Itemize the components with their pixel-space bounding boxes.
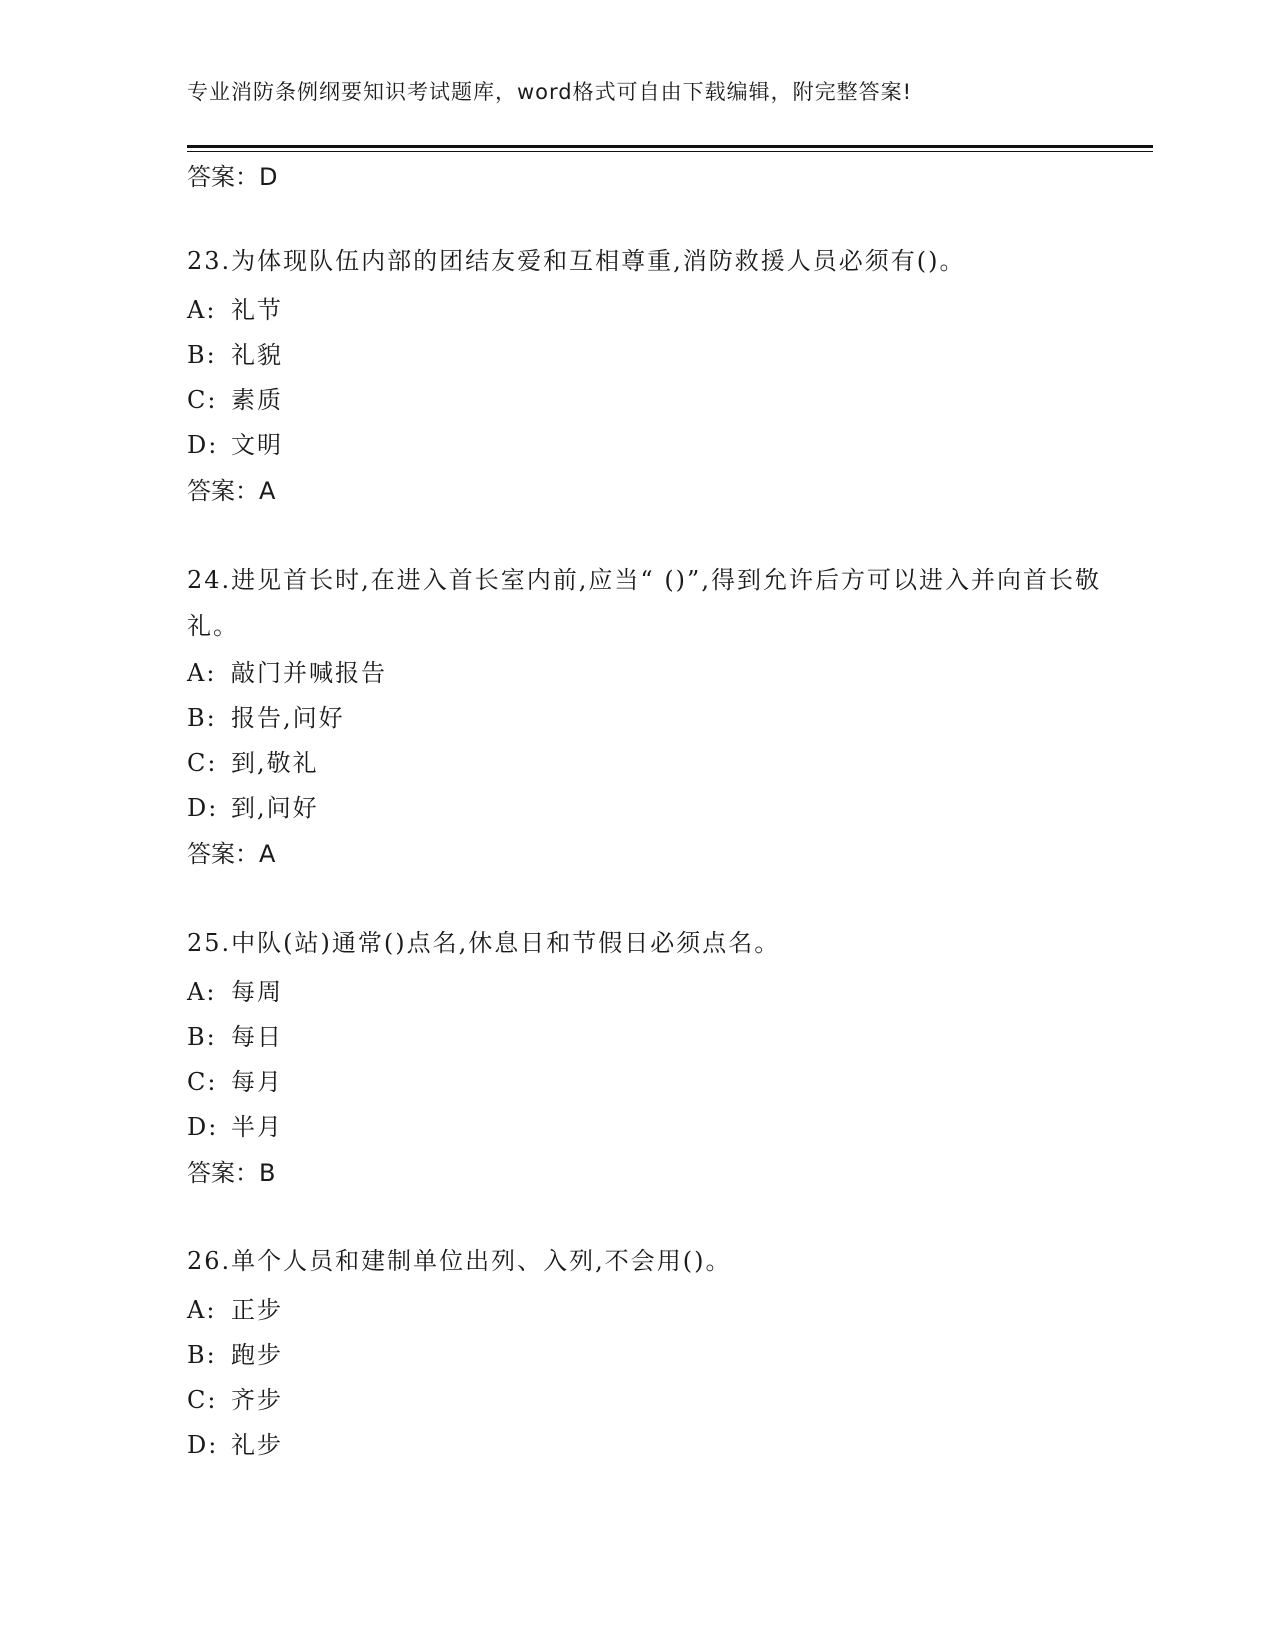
option-key: D: [187, 431, 219, 459]
header-divider-thin [187, 151, 1153, 152]
question-26-option-c [187, 1385, 283, 1415]
question-26-option-b [187, 1340, 283, 1370]
option-key: B: [187, 1341, 217, 1369]
option-key: C: [187, 386, 218, 414]
option-key: B: [187, 704, 217, 732]
answer-value: A [259, 840, 276, 868]
answer-value: D [259, 163, 278, 191]
option-key: C: [187, 1068, 218, 1096]
option-text: 半月 [231, 1113, 283, 1141]
answer-value: B [259, 1159, 276, 1187]
answer-label: 答案： [187, 840, 259, 868]
option-key: C: [187, 1386, 218, 1414]
option-text: 到,敬礼 [231, 749, 319, 777]
prev-answer [187, 162, 277, 192]
option-text: 跑步 [231, 1341, 283, 1369]
question-25-answer [187, 1158, 275, 1188]
option-key: A: [187, 659, 217, 687]
option-key: A: [187, 296, 217, 324]
answer-label: 答案： [187, 163, 259, 191]
question-25-option-c [187, 1067, 283, 1097]
option-key: A: [187, 1296, 217, 1324]
question-26-option-d [187, 1430, 283, 1460]
option-text: 每月 [231, 1068, 283, 1096]
question-24-option-c [187, 748, 319, 778]
page-header: 专业消防条例纲要知识考试题库，word格式可自由下载编辑，附完整答案! [187, 80, 913, 104]
question-23-option-d [187, 430, 283, 460]
option-key: D: [187, 1431, 219, 1459]
question-24-option-a [187, 658, 387, 688]
option-key: D: [187, 794, 219, 822]
question-24-option-d [187, 793, 319, 823]
header-divider-thick [187, 145, 1153, 148]
option-key: B: [187, 1023, 217, 1051]
question-25-option-a [187, 977, 283, 1007]
option-text: 敲门并喊报告 [231, 659, 387, 687]
option-key: A: [187, 978, 217, 1006]
option-text: 礼节 [231, 296, 283, 324]
question-24-option-b [187, 703, 345, 733]
option-text: 礼步 [231, 1431, 283, 1459]
option-text: 素质 [231, 386, 283, 414]
option-text: 每日 [231, 1023, 283, 1051]
option-key: B: [187, 341, 217, 369]
question-23-text: 23.为体现队伍内部的团结友爱和互相尊重,消防救援人员必须有()。 [187, 247, 966, 275]
answer-label: 答案： [187, 1159, 259, 1187]
answer-value: A [259, 477, 276, 505]
option-key: C: [187, 749, 218, 777]
question-26-text: 26.单个人员和建制单位出列、入列,不会用()。 [187, 1247, 732, 1275]
option-text: 到,问好 [231, 794, 319, 822]
question-23-option-c [187, 385, 283, 415]
answer-label: 答案： [187, 477, 259, 505]
option-text: 礼貌 [231, 341, 283, 369]
question-24-answer [187, 839, 275, 869]
option-text: 每周 [231, 978, 283, 1006]
option-text: 报告,问好 [231, 704, 345, 732]
option-text: 正步 [231, 1296, 283, 1324]
question-25-text: 25.中队(站)通常()点名,休息日和节假日必须点名。 [187, 929, 781, 957]
option-key: D: [187, 1113, 219, 1141]
option-text: 文明 [231, 431, 283, 459]
question-24-text: 24.进见首长时,在进入首长室内前,应当“ ()”,得到允许后方可以进入并向首长敬礼。 [187, 566, 1101, 640]
option-text: 齐步 [231, 1386, 283, 1414]
question-25-option-b [187, 1022, 283, 1052]
question-25-option-d [187, 1112, 283, 1142]
question-23-answer [187, 476, 275, 506]
question-23-option-b [187, 340, 283, 370]
question-23-option-a [187, 295, 283, 325]
question-26-option-a [187, 1295, 283, 1325]
